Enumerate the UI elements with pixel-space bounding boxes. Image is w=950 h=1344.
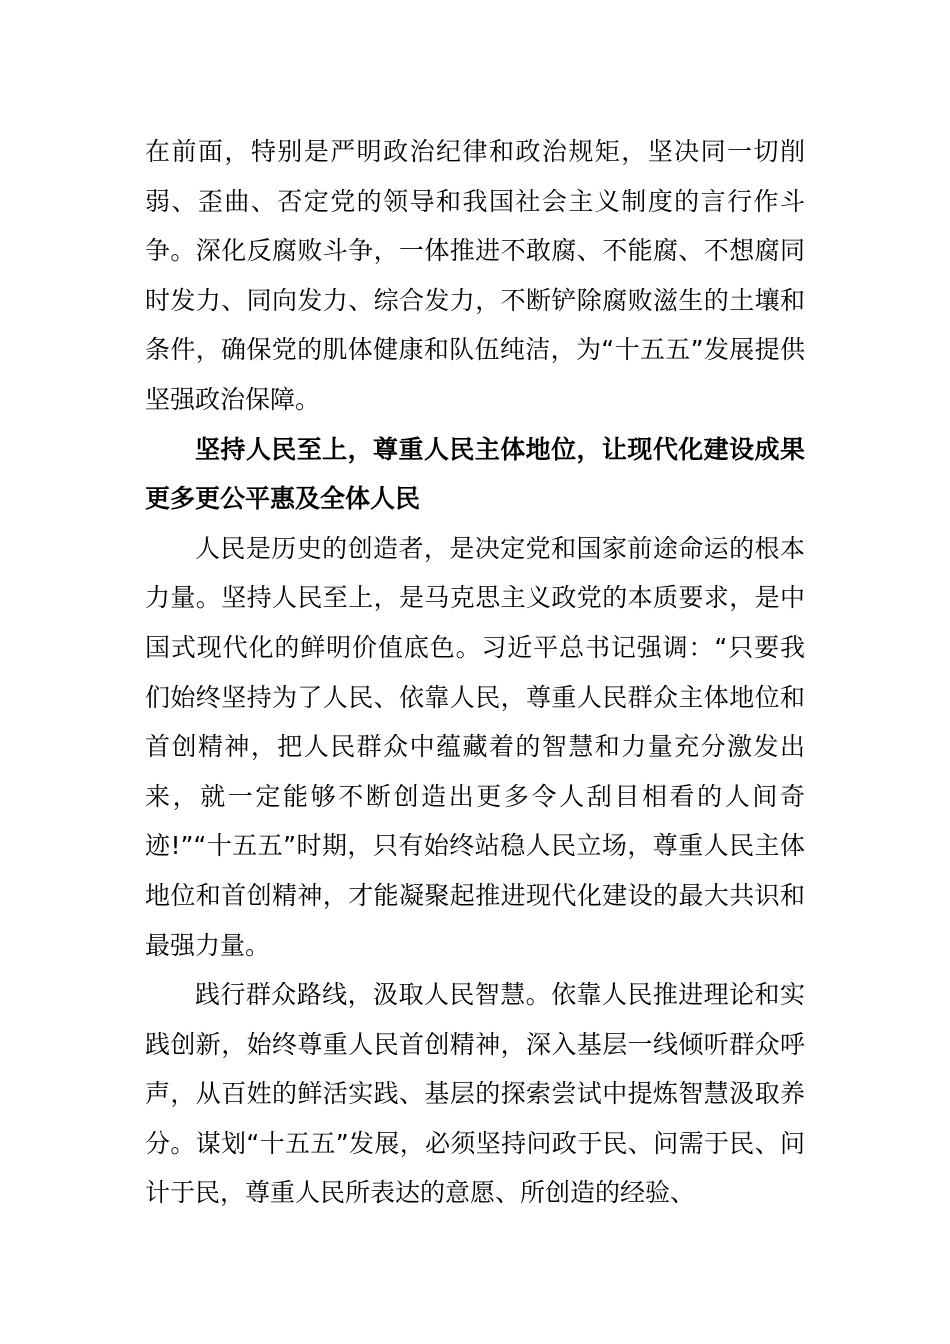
paragraph-continuation: 在前面，特别是严明政治纪律和政治规矩，坚决同一切削弱、歪曲、否定党的领导和我国社会主义制度的言行作斗争。深化反腐败斗争，一体推进不敢腐、不能腐、不想腐同时发力、同向发力、综合发力，不断铲除腐败滋生的土壤和条件，确保党的肌体健康和队伍纯洁，为“十五五”发展提供坚强政治保障。 xyxy=(145,137,805,414)
paragraph-people: 人民是历史的创造者，是决定党和国家前途命运的根本力量。坚持人民至上，是马克思主义政党的本质要求，是中国式现代化的鲜明价值底色。习近平总书记强调：“只要我们始终坚持为了人民、依靠人民，尊重人民群众主体地位和首创精神，把人民群众中蕴藏着的智慧和力量充分激发出来，就一定能够不断创造出更多令人刮目相看的人间奇迹!”“十五五”时期，只有始终站稳人民立场，尊重人民主体地位和首创精神，才能凝聚起推进现代化建设的最大共识和最强力量。 xyxy=(145,533,805,960)
paragraph-mass-line: 践行群众路线，汲取人民智慧。依靠人民推进理论和实践创新，始终尊重人民首创精神，深入基层一线倾听群众呼声，从百姓的鲜活实践、基层的探索尝试中提炼智慧汲取养分。谋划“十五五”发展，必须坚持问政于民、问需于民、问计于民，尊重人民所表达的意愿、所创造的经验、 xyxy=(145,980,805,1208)
document-page xyxy=(145,127,805,1218)
section-heading: 坚持人民至上，尊重人民主体地位，让现代化建设成果更多更公平惠及全体人民 xyxy=(145,434,805,514)
